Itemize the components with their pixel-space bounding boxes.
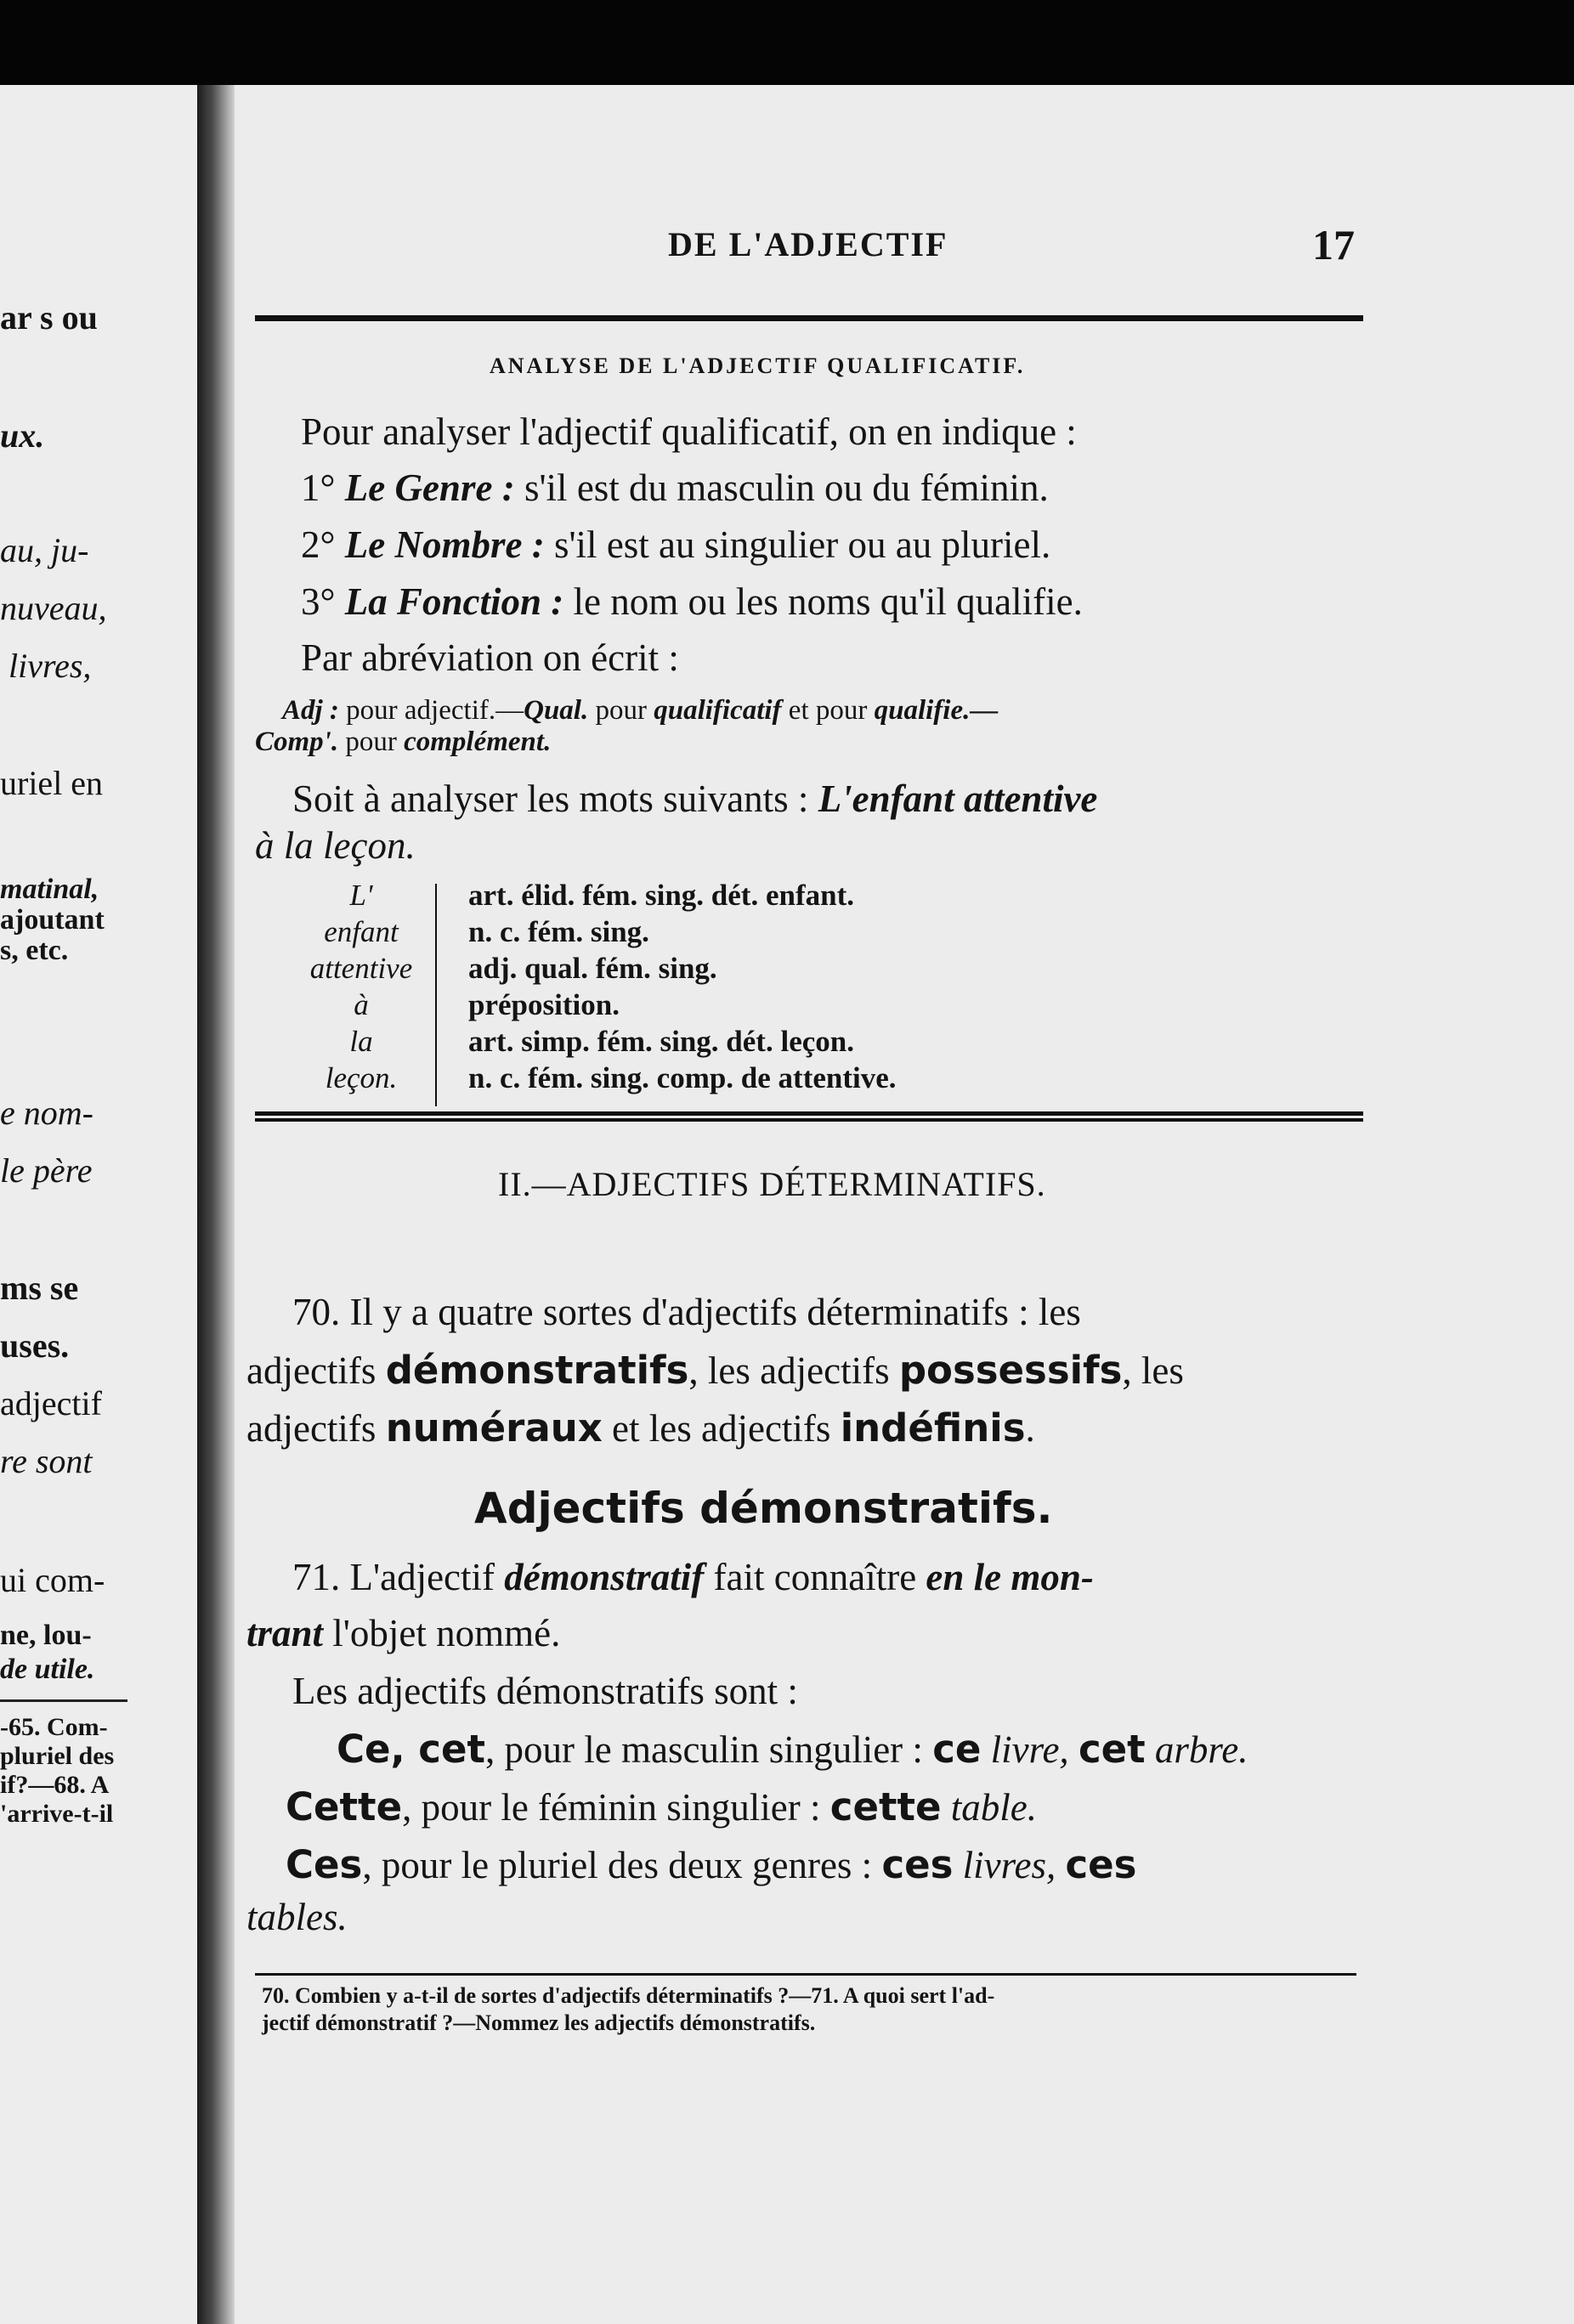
subheading: Adjectifs démonstratifs.	[474, 1484, 1053, 1533]
left-page-edge	[0, 85, 197, 2324]
left-fragment: ms se	[0, 1269, 79, 1307]
analysis-word: attentive	[309, 952, 413, 985]
analysis-point: 1° Le Genre : s'il est du masculin ou du féminin.	[301, 466, 1049, 509]
analysis-rule	[255, 1111, 1363, 1116]
page-number: 17	[1312, 221, 1355, 269]
footnote-rule	[255, 1973, 1356, 1976]
left-fragment: s, etc.	[0, 935, 69, 966]
example-intro: Soit à analyser les mots suivants : L'enfant attentive	[292, 777, 1098, 820]
analysis-word: la	[349, 1025, 373, 1058]
footnote-line: jectif démonstratif ?—Nommez les adjectifs démonstratifs.	[262, 2010, 816, 2035]
demonstrative-item: Cette, pour le féminin singulier : cette table.	[286, 1784, 1037, 1829]
analysis-word: à	[354, 988, 369, 1021]
left-fragment: ux.	[0, 416, 45, 455]
book-gutter	[197, 85, 235, 2324]
left-fragment: uriel en	[0, 764, 104, 802]
paragraph-71-line: 71. L'adjectif démonstratif fait connaître en le mon-	[292, 1556, 1094, 1598]
left-fragment: re sont	[0, 1442, 93, 1480]
analysis-word: L'	[349, 879, 373, 912]
analysis-intro: Pour analyser l'adjectif qualificatif, on en indique :	[301, 410, 1077, 453]
analysis-point: 3° La Fonction : le nom ou les noms qu'il qualifie.	[301, 580, 1083, 623]
analysis-divider	[435, 884, 437, 1106]
analysis-desc: art. élid. fém. sing. dét. enfant.	[468, 879, 854, 912]
demonstrative-item: Ces, pour le pluriel des deux genres : ces livres, ces	[286, 1842, 1137, 1887]
left-fragment: -65. Com-	[0, 1713, 108, 1741]
paragraph-71-line: trant l'objet nommé.	[246, 1612, 561, 1654]
analysis-desc: n. c. fém. sing.	[468, 915, 649, 948]
left-fragment: ui com-	[0, 1561, 105, 1599]
left-fragment: matinal,	[0, 874, 99, 905]
analysis-rule-lower	[255, 1118, 1363, 1122]
analysis-desc: art. simp. fém. sing. dét. leçon.	[468, 1025, 854, 1058]
left-fragment: ne, lou-	[0, 1620, 92, 1651]
section-title: II.—ADJECTIFS DÉTERMINATIFS.	[498, 1165, 1046, 1203]
paragraph-70-line: 70. Il y a quatre sortes d'adjectifs déterminatifs : les	[292, 1291, 1081, 1333]
left-fragment: if?—68. A	[0, 1771, 110, 1799]
left-fragment: uses.	[0, 1326, 70, 1365]
left-fragment: nuveau,	[0, 589, 107, 627]
left-fragment: ar s ou	[0, 298, 98, 336]
book-page	[235, 85, 1574, 2324]
analysis-point: 2° Le Nombre : s'il est au singulier ou au pluriel.	[301, 523, 1051, 566]
left-footnote-rule	[0, 1699, 127, 1702]
analysis-desc: préposition.	[468, 988, 620, 1021]
analysis-title: ANALYSE DE L'ADJECTIF QUALIFICATIF.	[490, 353, 1026, 378]
left-fragment: livres,	[8, 647, 92, 685]
analysis-word: leçon.	[325, 1061, 398, 1094]
abbreviation-line: Adj : pour adjectif.—Qual. pour qualificatif et pour qualifie.—	[282, 695, 999, 726]
list-intro: Les adjectifs démonstratifs sont :	[292, 1670, 798, 1712]
analysis-word: enfant	[324, 915, 399, 948]
left-fragment: ajoutant	[0, 904, 105, 936]
paragraph-70-line: adjectifs numéraux et les adjectifs indéfinis.	[246, 1405, 1035, 1450]
running-header: DE L'ADJECTIF	[668, 225, 948, 263]
left-fragment: le père	[0, 1151, 93, 1190]
left-fragment: adjectif	[0, 1384, 102, 1422]
analysis-desc: n. c. fém. sing. comp. de attentive.	[468, 1061, 897, 1094]
example-sentence-end: à la leçon.	[255, 824, 416, 867]
demonstrative-item-end: tables.	[246, 1896, 348, 1938]
paragraph-70-line: adjectifs démonstratifs, les adjectifs possessifs, les	[246, 1348, 1184, 1393]
abbreviation-line: Comp'. pour complément.	[255, 727, 552, 757]
abbreviation-intro: Par abréviation on écrit :	[301, 636, 679, 679]
left-fragment: de utile.	[0, 1654, 95, 1685]
footnote-line: 70. Combien y a-t-il de sortes d'adjectifs déterminatifs ?—71. A quoi sert l'ad-	[262, 1983, 995, 2008]
left-fragment: e nom-	[0, 1094, 93, 1132]
left-fragment: 'arrive-t-il	[0, 1800, 114, 1828]
analysis-descriptions	[468, 877, 897, 1096]
header-rule	[255, 315, 1363, 321]
demonstrative-item: Ce, cet, pour le masculin singulier : ce livre, cet arbre.	[337, 1727, 1248, 1772]
analysis-desc: adj. qual. fém. sing.	[468, 952, 717, 985]
left-fragment: pluriel des	[0, 1742, 115, 1770]
left-fragment: au, ju-	[0, 531, 89, 569]
